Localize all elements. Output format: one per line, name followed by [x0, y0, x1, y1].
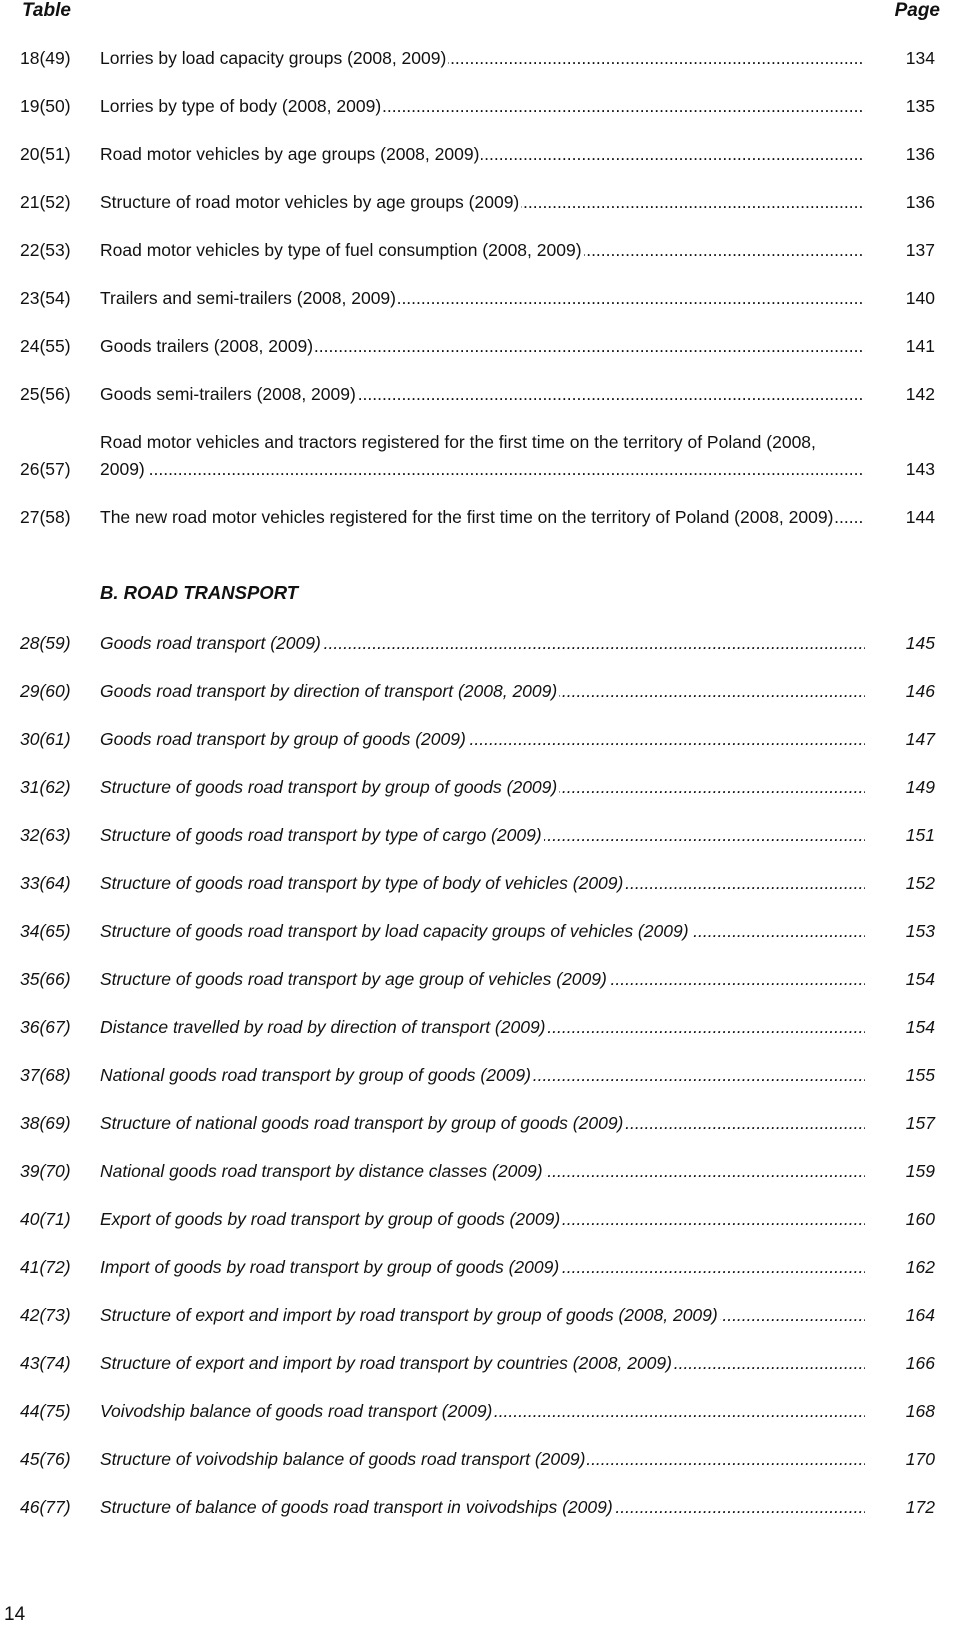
toc-entry-number: 20(51) [20, 144, 71, 164]
toc-entry-page: 160 [905, 1209, 935, 1229]
toc-entry-number: 40(71) [20, 1209, 71, 1229]
toc-entry-title-wrap [100, 822, 865, 849]
toc-entry-title: Structure of road motor vehicles by age groups (2009) [100, 192, 520, 212]
toc-entry-number: 37(68) [20, 1065, 71, 1085]
toc-entry-page: 137 [905, 240, 935, 260]
toc-entry-title-wrap [100, 285, 865, 312]
toc-entry-number: 19(50) [20, 96, 71, 116]
toc-entry-number: 26(57) [20, 459, 71, 479]
toc-entry[interactable] [20, 630, 935, 657]
toc-entry[interactable] [20, 1062, 935, 1089]
toc-entry[interactable] [20, 45, 935, 72]
toc-entry-page: 145 [905, 633, 935, 653]
toc-entry-number: 23(54) [20, 288, 71, 308]
toc-entry-title: Structure of goods road transport by age group of vehicles (2009) [100, 969, 607, 989]
toc-entry[interactable] [20, 1158, 935, 1185]
toc-entry[interactable] [20, 333, 935, 360]
toc-entry-page: 154 [905, 1017, 935, 1037]
toc-entry-number: 25(56) [20, 384, 71, 404]
toc-entry-title: Road motor vehicles and tractors registered for the first time on the territory of Poland (2008, 2009) [100, 432, 816, 479]
toc-entry-leader [100, 1062, 865, 1089]
toc-entry-title-wrap [100, 1494, 865, 1521]
toc-entry-page: 149 [905, 777, 935, 797]
table-of-contents [20, 45, 935, 1542]
toc-entry-title: National goods road transport by group of goods (2009) [100, 1065, 531, 1085]
toc-entry[interactable] [20, 1446, 935, 1473]
toc-entry-page: 146 [905, 681, 935, 701]
toc-entry-leader [100, 822, 865, 849]
toc-entry[interactable] [20, 429, 935, 483]
toc-entry-number: 24(55) [20, 336, 71, 356]
toc-entry-page: 170 [905, 1449, 935, 1469]
toc-entry[interactable] [20, 1206, 935, 1233]
toc-entry-title-wrap [100, 1158, 865, 1185]
toc-entry[interactable] [20, 141, 935, 168]
toc-group-road-transport [20, 630, 935, 1521]
toc-entry-leader [100, 726, 865, 753]
toc-entry-leader [100, 93, 865, 120]
toc-entry-page: 168 [905, 1401, 935, 1421]
toc-entry-title-wrap [100, 630, 865, 657]
toc-entry-page: 135 [905, 96, 935, 116]
toc-entry-title: Export of goods by road transport by group of goods (2009) [100, 1209, 561, 1229]
toc-entry[interactable] [20, 1350, 935, 1377]
toc-entry-leader [100, 1350, 865, 1377]
toc-entry-leader [100, 237, 865, 264]
toc-entry-title: Structure of voivodship balance of goods road transport (2009) [100, 1449, 586, 1469]
toc-entry-page: 157 [905, 1113, 935, 1133]
page-column-heading: Page [894, 0, 940, 21]
toc-entry-title: Voivodship balance of goods road transport (2009) [100, 1401, 493, 1421]
toc-entry-title-wrap [100, 870, 865, 897]
toc-entry-title: Structure of export and import by road transport by group of goods (2008, 2009) [100, 1305, 718, 1325]
toc-entry-title: The new road motor vehicles registered for the first time on the territory of Poland (2008, 2009) [100, 507, 834, 527]
toc-entry[interactable] [20, 774, 935, 801]
toc-entry-page: 144 [905, 507, 935, 527]
toc-entry-leader [100, 1254, 865, 1281]
toc-entry-title: Lorries by type of body (2008, 2009) [100, 96, 382, 116]
toc-entry-title: Goods road transport by direction of transport (2008, 2009) [100, 681, 558, 701]
toc-entry[interactable] [20, 1398, 935, 1425]
toc-entry[interactable] [20, 1254, 935, 1281]
toc-entry-page: 147 [905, 729, 935, 749]
toc-entry-title-wrap [100, 1446, 865, 1473]
toc-entry[interactable] [20, 726, 935, 753]
section-heading-road-transport: B. ROAD TRANSPORT [100, 582, 299, 603]
toc-entry-title-wrap [100, 1254, 865, 1281]
toc-entry-page: 134 [905, 48, 935, 68]
toc-entry-number: 30(61) [20, 729, 71, 749]
toc-entry[interactable] [20, 678, 935, 705]
toc-entry-title: Goods road transport by group of goods (2009) [100, 729, 466, 749]
toc-entry-number: 29(60) [20, 681, 71, 701]
toc-entry-number: 45(76) [20, 1449, 71, 1469]
toc-entry-title-wrap [100, 381, 865, 408]
toc-entry-title: Structure of goods road transport by type of body of vehicles (2009) [100, 873, 624, 893]
toc-entry-leader [100, 333, 865, 360]
toc-entry[interactable] [20, 966, 935, 993]
toc-entry-title-wrap [100, 1206, 865, 1233]
toc-entry-number: 38(69) [20, 1113, 71, 1133]
toc-entry-title-wrap [100, 1302, 865, 1329]
toc-entry-leader [100, 285, 865, 312]
toc-entry-leader [100, 189, 865, 216]
toc-entry-title-wrap [100, 429, 865, 483]
toc-entry-title: Goods semi-trailers (2008, 2009) [100, 384, 356, 404]
toc-entry-title: Lorries by load capacity groups (2008, 2009) [100, 48, 447, 68]
toc-group-vehicles [20, 45, 935, 531]
toc-entry-page: 172 [905, 1497, 935, 1517]
toc-entry-title-wrap [100, 189, 865, 216]
toc-entry[interactable] [20, 237, 935, 264]
toc-entry-page: 155 [905, 1065, 935, 1085]
toc-entry[interactable] [20, 822, 935, 849]
toc-entry-title-wrap [100, 774, 865, 801]
toc-entry-title: Road motor vehicles by age groups (2008, 2009) [100, 144, 480, 164]
toc-entry[interactable] [20, 1494, 935, 1521]
toc-entry-leader [100, 678, 865, 705]
toc-entry-leader [100, 381, 865, 408]
toc-entry-number: 44(75) [20, 1401, 71, 1421]
toc-entry-page: 153 [905, 921, 935, 941]
toc-entry-leader [100, 141, 865, 168]
toc-entry[interactable] [20, 1014, 935, 1041]
toc-entry-title-wrap [100, 1398, 865, 1425]
toc-entry-title: Structure of goods road transport by load capacity groups of vehicles (2009) [100, 921, 689, 941]
toc-entry-title: National goods road transport by distance classes (2009) [100, 1161, 543, 1181]
toc-entry-number: 31(62) [20, 777, 71, 797]
toc-entry-leader [100, 1110, 865, 1137]
toc-entry-title: Structure of balance of goods road transport in voivodships (2009) [100, 1497, 613, 1517]
toc-entry-title-wrap [100, 237, 865, 264]
toc-entry-title-wrap [100, 1350, 865, 1377]
toc-entry-number: 18(49) [20, 48, 71, 68]
toc-entry-title: Structure of goods road transport by type of cargo (2009) [100, 825, 542, 845]
toc-entry-title-wrap [100, 1110, 865, 1137]
toc-entry-title: Goods road transport (2009) [100, 633, 321, 653]
toc-entry-title-wrap [100, 93, 865, 120]
table-column-heading: Table [22, 0, 71, 21]
toc-entry-number: 43(74) [20, 1353, 71, 1373]
toc-entry-leader [100, 774, 865, 801]
toc-entry-page: 154 [905, 969, 935, 989]
toc-entry-leader [100, 966, 865, 993]
toc-entry-title-wrap [100, 678, 865, 705]
toc-entry-leader [100, 630, 865, 657]
toc-entry-number: 42(73) [20, 1305, 71, 1325]
toc-entry-number: 39(70) [20, 1161, 71, 1181]
toc-entry-title: Structure of goods road transport by group of goods (2009) [100, 777, 558, 797]
toc-entry-leader [100, 429, 865, 483]
toc-entry-number: 21(52) [20, 192, 71, 212]
toc-entry-page: 159 [905, 1161, 935, 1181]
toc-entry[interactable] [20, 870, 935, 897]
toc-entry-number: 28(59) [20, 633, 71, 653]
toc-entry-number: 41(72) [20, 1257, 71, 1277]
toc-entry-page: 141 [905, 336, 935, 356]
toc-entry-page: 164 [905, 1305, 935, 1325]
toc-entry-title-wrap [100, 1062, 865, 1089]
toc-entry-title-wrap [100, 45, 865, 72]
toc-entry-title: Structure of national goods road transport by group of goods (2009) [100, 1113, 624, 1133]
toc-entry-number: 32(63) [20, 825, 71, 845]
toc-entry[interactable] [20, 381, 935, 408]
toc-entry-title-wrap [100, 726, 865, 753]
toc-entry-number: 46(77) [20, 1497, 71, 1517]
toc-entry-leader [100, 504, 865, 531]
toc-entry-leader [100, 1446, 865, 1473]
toc-entry-number: 33(64) [20, 873, 71, 893]
toc-entry-page: 142 [905, 384, 935, 404]
toc-entry-title-wrap [100, 966, 865, 993]
toc-entry-leader [100, 1302, 865, 1329]
toc-entry-title: Import of goods by road transport by group of goods (2009) [100, 1257, 560, 1277]
toc-entry-number: 22(53) [20, 240, 71, 260]
toc-entry-leader [100, 1398, 865, 1425]
page-number: 14 [4, 1604, 26, 1625]
toc-entry[interactable] [20, 1110, 935, 1137]
toc-entry-page: 162 [905, 1257, 935, 1277]
toc-entry-page: 140 [905, 288, 935, 308]
toc-entry-leader [100, 1014, 865, 1041]
toc-entry-leader [100, 870, 865, 897]
toc-entry[interactable] [20, 189, 935, 216]
toc-entry-number: 27(58) [20, 507, 71, 527]
toc-entry-title: Distance travelled by road by direction of transport (2009) [100, 1017, 546, 1037]
toc-entry-title-wrap [100, 141, 865, 168]
toc-entry-page: 152 [905, 873, 935, 893]
toc-entry[interactable] [20, 918, 935, 945]
toc-entry-page: 136 [905, 192, 935, 212]
toc-entry-number: 34(65) [20, 921, 71, 941]
toc-entry-title: Goods trailers (2008, 2009) [100, 336, 314, 356]
toc-entry-title-wrap [100, 918, 865, 945]
toc-entry-leader [100, 1494, 865, 1521]
toc-entry-page: 143 [905, 459, 935, 479]
toc-entry-page: 166 [905, 1353, 935, 1373]
toc-entry[interactable] [20, 504, 935, 531]
toc-entry[interactable] [20, 93, 935, 120]
toc-entry-title-wrap [100, 1014, 865, 1041]
toc-entry-leader [100, 918, 865, 945]
toc-entry-title: Trailers and semi-trailers (2008, 2009) [100, 288, 396, 308]
toc-entry-number: 35(66) [20, 969, 71, 989]
toc-entry[interactable] [20, 1302, 935, 1329]
toc-entry-title: Road motor vehicles by type of fuel consumption (2008, 2009) [100, 240, 582, 260]
toc-entry-leader [100, 1158, 865, 1185]
toc-entry-title: Structure of export and import by road transport by countries (2008, 2009) [100, 1353, 672, 1373]
toc-entry-number: 36(67) [20, 1017, 71, 1037]
toc-header [22, 0, 940, 22]
toc-entry-title-wrap [100, 333, 865, 360]
toc-entry-leader [100, 45, 865, 72]
toc-entry-page: 136 [905, 144, 935, 164]
toc-entry[interactable] [20, 285, 935, 312]
toc-entry-title-wrap [100, 504, 865, 531]
toc-entry-leader [100, 1206, 865, 1233]
toc-entry-page: 151 [905, 825, 935, 845]
